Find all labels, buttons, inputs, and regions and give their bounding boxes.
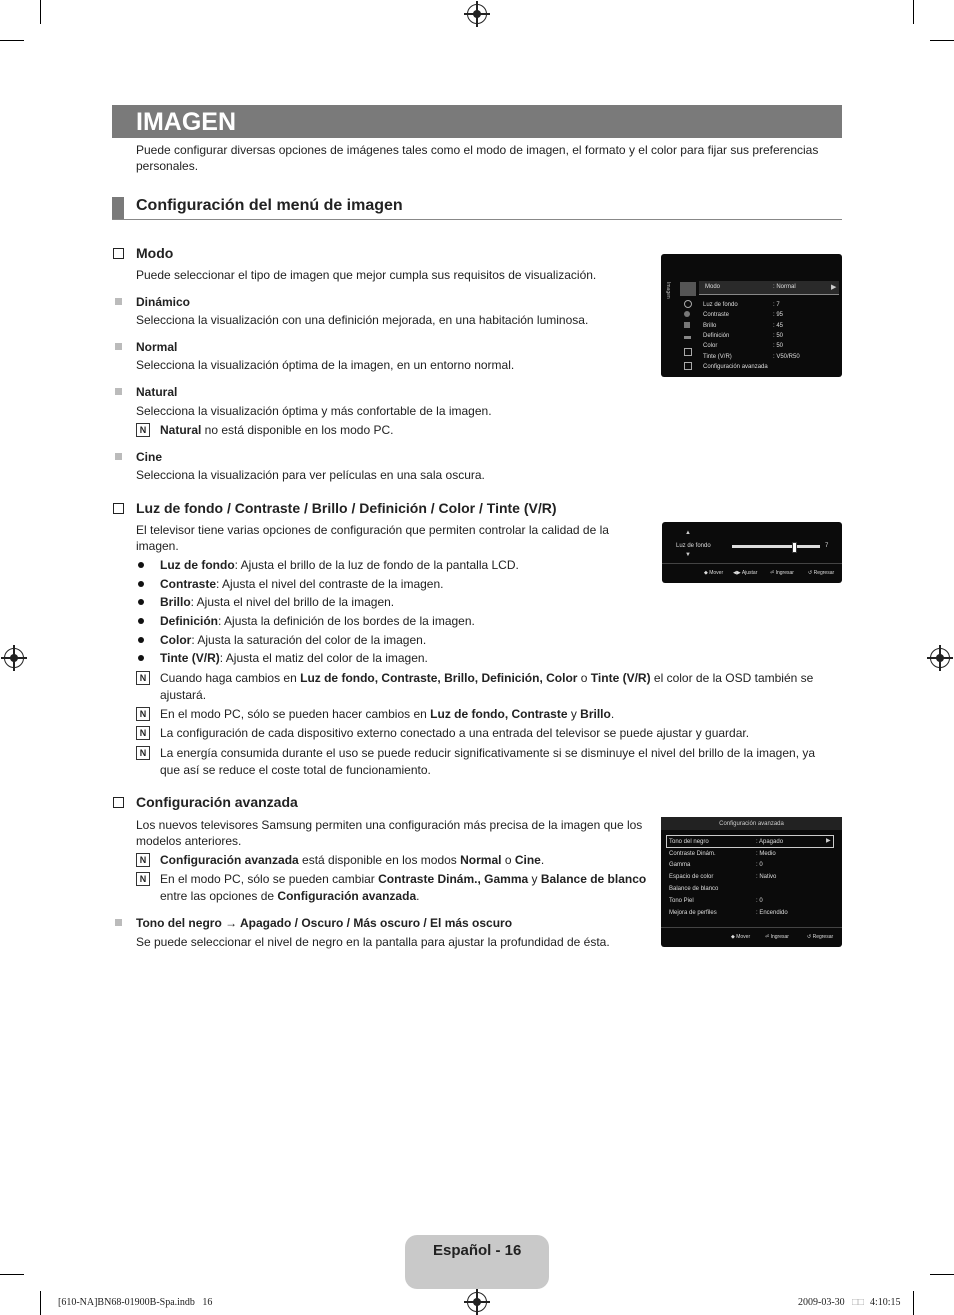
item-name: Natural xyxy=(136,385,178,399)
crop-mark xyxy=(0,40,24,41)
osd-divider xyxy=(662,563,842,564)
hint-adjust: ◀▶ Ajustar xyxy=(733,570,758,576)
note-text: que así se reduce el coste total de funcionamiento. xyxy=(160,763,431,777)
modo-heading: Modo xyxy=(136,245,174,261)
note-icon: N xyxy=(136,853,150,867)
item-desc: Selecciona la visualización óptima y más confortable de la imagen. xyxy=(136,404,492,418)
osd-picture-menu xyxy=(661,254,842,377)
note-text: entre las opciones de Configuración avanzada. xyxy=(160,889,420,903)
slider-label: Luz de fondo xyxy=(676,543,711,549)
checkbox-bullet-icon xyxy=(113,797,124,808)
arrow-up-icon: ▲ xyxy=(685,530,691,536)
print-time: 4:10:15 xyxy=(870,1297,901,1308)
bullet-text: Brillo: Ajusta el nivel del brillo de la imagen. xyxy=(160,595,395,609)
crop-mark xyxy=(40,0,41,24)
bullet-dot-icon xyxy=(138,599,144,605)
note-text: Configuración avanzada está disponible en los modos Normal o Cine. xyxy=(160,853,545,867)
arrow-right-icon: ▶ xyxy=(826,838,831,844)
item-name: Cine xyxy=(136,450,163,464)
luz-heading: Luz de fondo / Contraste / Brillo / Definición / Color / Tinte (V/R) xyxy=(136,500,557,516)
bullet-dot-icon xyxy=(138,581,144,587)
square-bullet-icon xyxy=(115,298,122,305)
note-icon: N xyxy=(136,707,150,721)
osd-row-label: Tono Piel xyxy=(669,898,694,904)
item-desc: Selecciona la visualización para ver películas en una sala oscura. xyxy=(136,468,485,482)
registration-mark-icon xyxy=(467,1292,487,1312)
crop-mark xyxy=(913,0,914,24)
input-icon xyxy=(684,336,691,339)
osd-row-value: : Nativo xyxy=(756,874,777,880)
print-file-info: [610-NA]BN68-01900B-Spa.indb 16 xyxy=(58,1297,213,1308)
note-text: La energía consumida durante el uso se puede reducir significativamente si se disminuye el nivel del brillo de la imagen, ya xyxy=(160,746,816,760)
osd-row-label: Luz de fondo xyxy=(703,302,738,308)
note-text: La configuración de cada dispositivo externo conectado a una entrada del televisor se puede ajustar y guardar. xyxy=(160,726,750,740)
item-name: Normal xyxy=(136,340,178,354)
osd-row-value: : Normal xyxy=(773,284,796,290)
square-bullet-icon xyxy=(115,919,122,926)
bullet-dot-icon xyxy=(138,618,144,624)
channel-icon xyxy=(684,311,690,317)
bullet-text: Contraste: Ajusta el nivel del contraste de la imagen. xyxy=(160,577,444,591)
osd-row-value: : Apagado xyxy=(756,839,784,845)
osd-row-value: : 95 xyxy=(773,312,784,318)
osd-row-label: Contraste xyxy=(703,312,730,318)
bullet-text: Definición: Ajusta la definición de los bordes de la imagen. xyxy=(160,614,475,628)
bullet-text: Luz de fondo: Ajusta el brillo de la luz de fondo de la pantalla LCD. xyxy=(160,558,519,572)
osd-title: Configuración avanzada xyxy=(719,821,784,827)
crop-mark xyxy=(930,40,954,41)
avanzada-desc: modelos anteriores. xyxy=(136,834,242,848)
registration-mark-icon xyxy=(467,4,487,24)
osd-side-label: Imagen xyxy=(665,282,671,299)
hint-enter: ⏎ Ingresar xyxy=(770,570,794,576)
note-text: Cuando haga cambios en Luz de fondo, Contraste, Brillo, Definición, Color o Tinte (V/R) el color de la OSD también se xyxy=(160,671,814,685)
osd-row-value: : V50/R50 xyxy=(773,354,800,360)
registration-mark-icon xyxy=(4,648,24,668)
crop-mark xyxy=(0,1274,24,1275)
osd-row-label: Gamma xyxy=(669,862,691,868)
osd-row-label: Configuración avanzada xyxy=(703,364,768,370)
note-icon: N xyxy=(136,423,150,437)
hint-enter: ⏎ Ingresar xyxy=(765,934,789,940)
square-bullet-icon xyxy=(115,343,122,350)
bullet-dot-icon xyxy=(138,562,144,568)
registration-mark-icon xyxy=(930,648,950,668)
note-text: Natural no está disponible en los modo PC. xyxy=(160,423,394,437)
crop-mark xyxy=(913,1291,914,1315)
item-desc: Selecciona la visualización con una definición mejorada, en una habitación luminosa. xyxy=(136,313,589,327)
osd-row-value: : 45 xyxy=(773,323,784,329)
osd-row-label: Contraste Dinám. xyxy=(669,851,716,857)
sound-icon xyxy=(684,300,692,308)
osd-row-label: Espacio de color xyxy=(669,874,714,880)
tono-heading: Tono del negro → Apagado / Oscuro / Más oscuro / El más oscuro xyxy=(136,916,513,930)
section-marker xyxy=(112,197,124,220)
note-icon: N xyxy=(136,671,150,685)
support-icon xyxy=(684,362,692,370)
placeholder-glyphs: □□ xyxy=(852,1297,865,1308)
bullet-dot-icon xyxy=(138,637,144,643)
osd-advanced-menu xyxy=(661,817,842,947)
item-desc: Selecciona la visualización óptima de la imagen, en un entorno normal. xyxy=(136,358,515,372)
picture-icon xyxy=(680,282,696,296)
modo-desc: Puede seleccionar el tipo de imagen que mejor cumpla sus requisitos de visualización. xyxy=(136,268,597,282)
arrow-right-icon: ▶ xyxy=(831,284,837,291)
osd-row-label: Brillo xyxy=(703,323,717,329)
tono-desc: Se puede seleccionar el nivel de negro en la pantalla para ajustar la profundidad de ésta. xyxy=(136,935,610,949)
arrow-down-icon: ▼ xyxy=(685,552,691,558)
bullet-text: Tinte (V/R): Ajusta el matiz del color de la imagen. xyxy=(160,651,428,665)
bullet-text: Color: Ajusta la saturación del color de la imagen. xyxy=(160,633,427,647)
note-icon: N xyxy=(136,726,150,740)
section-title: Configuración del menú de imagen xyxy=(136,197,403,214)
osd-row-value: : Encendido xyxy=(756,910,788,916)
note-text: ajustará. xyxy=(160,688,207,702)
bullet-dot-icon xyxy=(138,655,144,661)
square-bullet-icon xyxy=(115,453,122,460)
crop-mark xyxy=(40,1291,41,1315)
osd-row-value: : 50 xyxy=(773,333,784,339)
osd-row-value: : 0 xyxy=(756,862,763,868)
note-icon: N xyxy=(136,746,150,760)
page-number: Español - 16 xyxy=(433,1242,522,1259)
slider-value: 7 xyxy=(825,543,829,549)
checkbox-bullet-icon xyxy=(113,248,124,259)
osd-row-value: : 7 xyxy=(773,302,780,308)
hint-move: ◆ Mover xyxy=(731,934,751,940)
avanzada-desc: Los nuevos televisores Samsung permiten una configuración más precisa de la imagen que los xyxy=(136,818,643,832)
osd-divider xyxy=(661,927,842,928)
page-number-tab xyxy=(405,1235,549,1289)
checkbox-bullet-icon xyxy=(113,503,124,514)
slider-track xyxy=(732,545,820,548)
osd-row-label: Mejora de perfiles xyxy=(669,910,717,916)
osd-row-label: Modo xyxy=(705,284,721,290)
app-icon xyxy=(684,348,692,356)
section-divider xyxy=(112,219,842,220)
page-title: IMAGEN xyxy=(136,108,236,136)
title-bar xyxy=(112,105,842,138)
avanzada-heading: Configuración avanzada xyxy=(136,794,298,810)
note-text: En el modo PC, sólo se pueden hacer cambios en Luz de fondo, Contraste y Brillo. xyxy=(160,707,615,721)
item-name: Dinámico xyxy=(136,295,191,309)
hint-return: ↺ Regresar xyxy=(807,934,834,940)
hint-move: ◆ Mover xyxy=(704,570,724,576)
note-icon: N xyxy=(136,872,150,886)
osd-row-value: : 50 xyxy=(773,343,784,349)
luz-desc: El televisor tiene varias opciones de configuración que permiten controlar la calidad de la imagen. xyxy=(136,523,609,553)
osd-row-label: Tono del negro xyxy=(669,839,709,845)
osd-slider-panel xyxy=(662,522,842,583)
osd-row-label: Definición xyxy=(703,333,730,339)
setup-icon xyxy=(684,322,690,328)
note-text: En el modo PC, sólo se pueden cambiar Contraste Dinám., Gamma y Balance de blanco xyxy=(160,872,647,886)
hint-return: ↺ Regresar xyxy=(808,570,835,576)
print-date: 2009-03-30 xyxy=(798,1297,845,1308)
osd-row-label: Tinte (V/R) xyxy=(703,354,732,360)
square-bullet-icon xyxy=(115,388,122,395)
osd-row-label: Color xyxy=(703,343,718,349)
slider-thumb xyxy=(792,542,797,553)
osd-row-value: : 0 xyxy=(756,898,763,904)
osd-row-value: : Medio xyxy=(756,851,776,857)
crop-mark xyxy=(930,1274,954,1275)
intro-text: Puede configurar diversas opciones de imágenes tales como el modo de imagen, el formato y el color para fijar sus preferencias personales. xyxy=(136,143,819,173)
osd-row-label: Balance de blanco xyxy=(669,886,719,892)
